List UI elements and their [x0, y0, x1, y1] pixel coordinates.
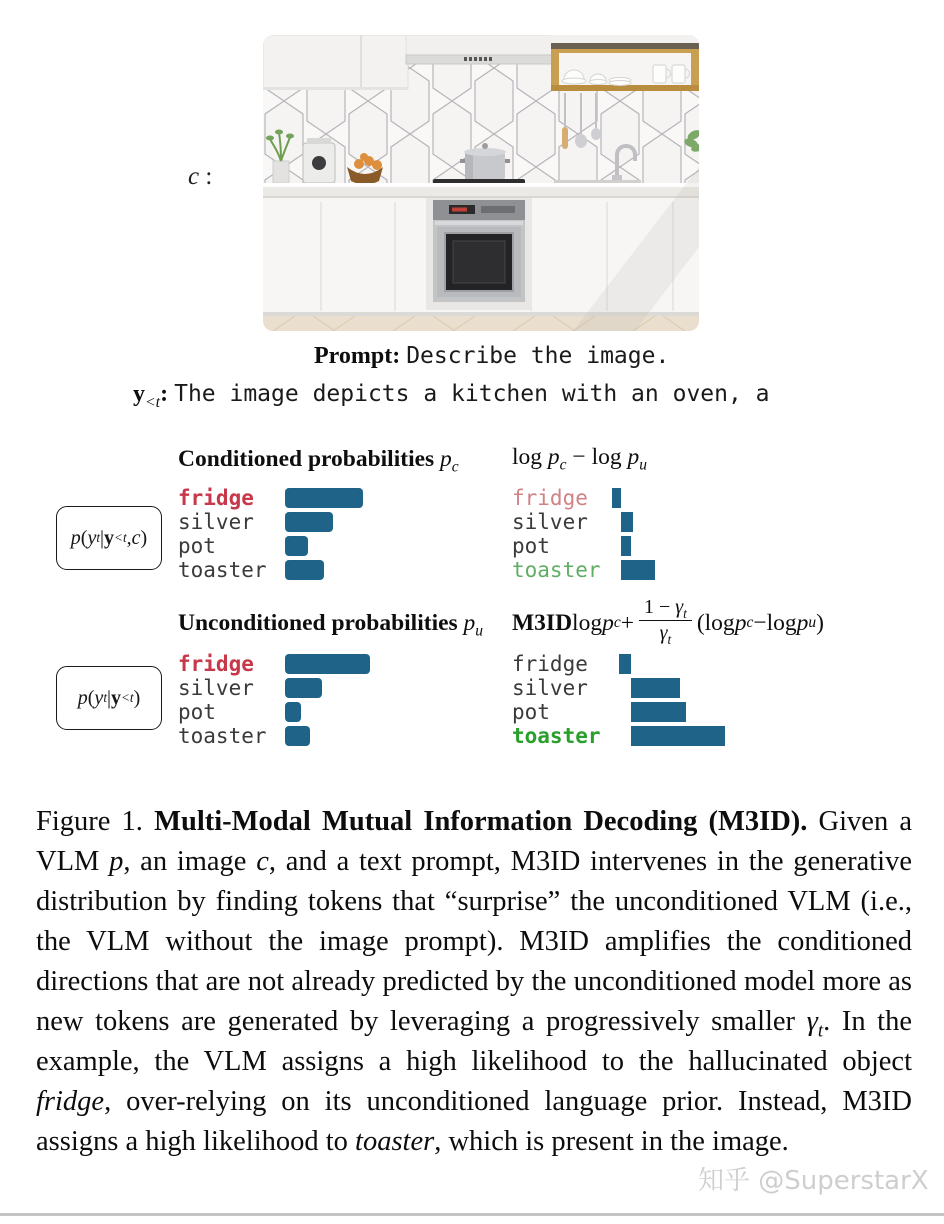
chart-row-toaster	[512, 558, 942, 582]
chart-row-pot	[512, 534, 942, 558]
image-condition-label: c :	[188, 163, 213, 190]
chart-row-toaster	[512, 724, 942, 748]
token-label-pot: pot	[178, 700, 216, 724]
bar-fridge	[285, 654, 370, 674]
context-line	[133, 381, 770, 411]
kitchen-image	[263, 35, 699, 331]
m3id-chart	[512, 652, 942, 748]
bar-toaster	[631, 726, 725, 746]
bar-fridge	[285, 488, 363, 508]
caption-subscript: t	[817, 1020, 824, 1042]
caption-segment: . In the example, the VLM assigns a high likelihood to the hallucinated object	[36, 1006, 912, 1077]
token-label-fridge: fridge	[178, 486, 254, 510]
bar-pot	[285, 702, 301, 722]
figure-caption	[36, 802, 912, 1162]
bar-pot	[621, 536, 631, 556]
context-symbol: y	[133, 381, 145, 407]
unconditioned-chart-title: Unconditioned probabilities $p_u$	[178, 610, 484, 640]
caption-segment: fridge	[36, 1086, 105, 1117]
conditioned-chart-title: Conditioned probabilities $p_c$	[178, 446, 459, 476]
bar-pot	[285, 536, 308, 556]
context-text: The image depicts a kitchen with an oven, a	[174, 381, 770, 407]
prompt-label: Prompt:	[314, 343, 401, 369]
chart-row-silver	[512, 676, 942, 700]
caption-segment: γ	[806, 1006, 818, 1037]
caption-segment: , an image	[123, 846, 257, 877]
chart-row-fridge	[512, 652, 942, 676]
bar-toaster	[621, 560, 655, 580]
bar-toaster	[285, 560, 324, 580]
token-label-silver: silver	[512, 510, 588, 534]
bar-silver	[621, 512, 633, 532]
token-label-fridge: fridge	[512, 486, 588, 510]
bar-fridge	[612, 488, 621, 508]
kitchen-illustration	[263, 35, 699, 331]
prompt-text: Describe the image.	[406, 343, 670, 369]
token-label-pot: pot	[178, 534, 216, 558]
conditional-probability-box: p ( y t | y <t , c )	[56, 506, 162, 570]
bar-silver	[631, 678, 680, 698]
caption-segment: , which is present in the image.	[434, 1126, 789, 1157]
caption-segment: Figure 1.	[36, 806, 155, 837]
bar-silver	[285, 678, 322, 698]
context-colon: :	[160, 381, 169, 407]
chart-row-silver	[512, 510, 942, 534]
caption-segment: p	[109, 846, 124, 877]
caption-segment: c	[256, 846, 269, 877]
bottom-divider	[0, 1213, 944, 1216]
fraction: $\frac{1 - \gamma_t}{\gamma_t}$	[639, 596, 692, 645]
delta-chart-title: $\log p_c - \log p_u$	[512, 444, 647, 474]
prompt-line	[314, 343, 669, 370]
token-label-pot: pot	[512, 700, 550, 724]
token-label-toaster: toaster	[512, 558, 601, 582]
token-label-pot: pot	[512, 534, 550, 558]
token-label-toaster: toaster	[512, 724, 601, 748]
bar-silver	[285, 512, 333, 532]
bar-fridge	[619, 654, 631, 674]
caption-segment: Given a VLM	[36, 806, 912, 877]
log-difference-chart	[512, 486, 942, 582]
watermark: 知乎 @SuperstarX	[698, 1166, 929, 1196]
token-label-silver: silver	[512, 676, 588, 700]
context-subscript: <t	[145, 393, 161, 411]
bar-pot	[631, 702, 686, 722]
caption-segment: , over-relying on its unconditioned language prior. Instead, M3ID assigns a high likelihood to	[36, 1086, 912, 1157]
caption-segment: , and a text prompt, M3ID intervenes in the generative distribution by finding tokens that “surprise” the unconditioned VLM (i.e., the VLM without the image prompt). M3ID amplifies the conditioned directions that are not already predicted by the unconditioned model more as new tokens are generated by leveraging a progressively smaller	[36, 846, 912, 1037]
m3id-chart-title: M3ID log p c + $\frac{1 - \gamma_t}{\gamma_t}$ ( log p c − log p u )	[512, 595, 824, 647]
token-label-toaster: toaster	[178, 558, 267, 582]
bar-toaster	[285, 726, 310, 746]
caption-segment: Multi-Modal Mutual Information Decoding (M3ID).	[154, 806, 808, 837]
caption-segment: toaster	[355, 1126, 435, 1157]
chart-row-fridge	[512, 486, 942, 510]
token-label-fridge: fridge	[178, 652, 254, 676]
token-label-silver: silver	[178, 510, 254, 534]
token-label-silver: silver	[178, 676, 254, 700]
chart-row-pot	[512, 700, 942, 724]
token-label-fridge: fridge	[512, 652, 588, 676]
token-label-toaster: toaster	[178, 724, 267, 748]
unconditional-probability-box: p ( y t | y <t )	[56, 666, 162, 730]
